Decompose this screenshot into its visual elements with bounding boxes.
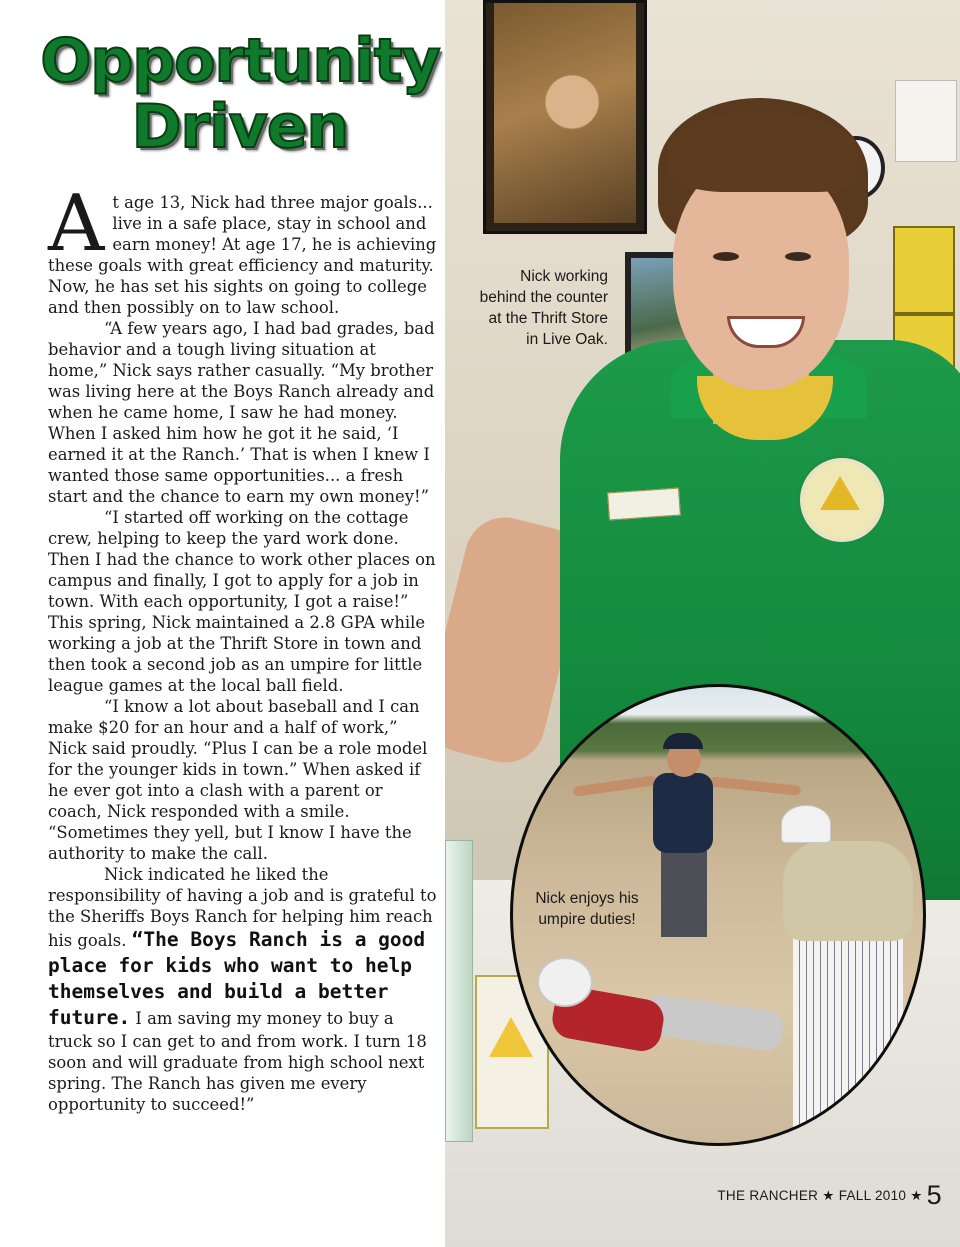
paragraph-4: “I know a lot about baseball and I can make $20 for an hour and a half of work,” Nick said proudly. “Plus I can be a role model for the younger kids in town.” When asked if he ever got into a clash with a parent or coach, Nick responded with a smile. “Sometimes they yell, but I know I have the authority to make the call. xyxy=(48,697,428,863)
article-body xyxy=(48,179,440,1115)
left-eye xyxy=(713,252,739,261)
inset-caption: Nick enjoys his umpire duties! xyxy=(535,890,639,928)
pull-quote: “The Boys Ranch is a good place for kids who want to help themselves and build a better future. xyxy=(48,928,426,1029)
title-line-2: Driven xyxy=(131,92,349,162)
main-photo-caption: Nick working behind the counter at the Thrift Store in Live Oak. xyxy=(479,268,608,348)
drop-cap: A xyxy=(48,179,105,269)
paragraph-2: “A few years ago, I had bad grades, bad behavior and a tough living situation at home,” Nick says rather casually. “My brother was living here at the Boys Ranch already and when he came home, I saw he had money. When I asked him how he got it he said, ‘I earned it at the Ranch.’ That is when I knew I wanted those same opportunities... a fresh start and the chance to earn my own money!” xyxy=(48,319,435,506)
paragraph-1 xyxy=(48,179,440,318)
paragraph-5 xyxy=(48,864,440,1115)
face xyxy=(673,160,849,390)
paragraph-5-start: Nick indicated he liked the responsibility of having a job and is grateful to the Sheriffs Boys Ranch for helping him reach his goals. xyxy=(48,865,437,950)
footer-text: THE RANCHER ★ FALL 2010 ★ xyxy=(717,1188,923,1203)
sliding-runner xyxy=(523,957,813,1097)
paragraph-1-text: t age 13, Nick had three major goals... live in a safe place, stay in school and earn money! At age 17, he is achieving these goals with great efficiency and maturity. Now, he has set his sights on going to college and then possibly on to law school. xyxy=(48,193,437,317)
sheriffs-ranches-badge-icon xyxy=(800,458,884,542)
paragraph-3: “I started off working on the cottage crew, helping to keep the yard work done. Then I had the chance to work other places on campus and finally, I got to apply for a job in town. With each opportunity, I got a raise!” This spring, Nick maintained a 2.8 GPA while working a job at the Thrift Store in town and then took a second job as an umpire for little league games at the local ball field. xyxy=(48,508,436,695)
page-footer xyxy=(717,1180,942,1211)
hair-fringe xyxy=(667,112,857,192)
sanitizer-bottle xyxy=(445,840,473,1142)
name-tag xyxy=(607,488,681,521)
text-column xyxy=(0,0,445,1247)
umpire-figure xyxy=(643,733,723,933)
title-line-1: Opportunity xyxy=(40,26,440,96)
article-title xyxy=(40,28,440,160)
paragraph-5-end: I am saving my money to buy a truck so I can get to and from work. I turn 18 soon and will graduate from high school next spring. The Ranch has given me every opportunity to succeed!” xyxy=(48,1009,427,1114)
page-number: 5 xyxy=(926,1180,942,1210)
right-eye xyxy=(785,252,811,261)
fielder-figure xyxy=(773,805,923,1146)
